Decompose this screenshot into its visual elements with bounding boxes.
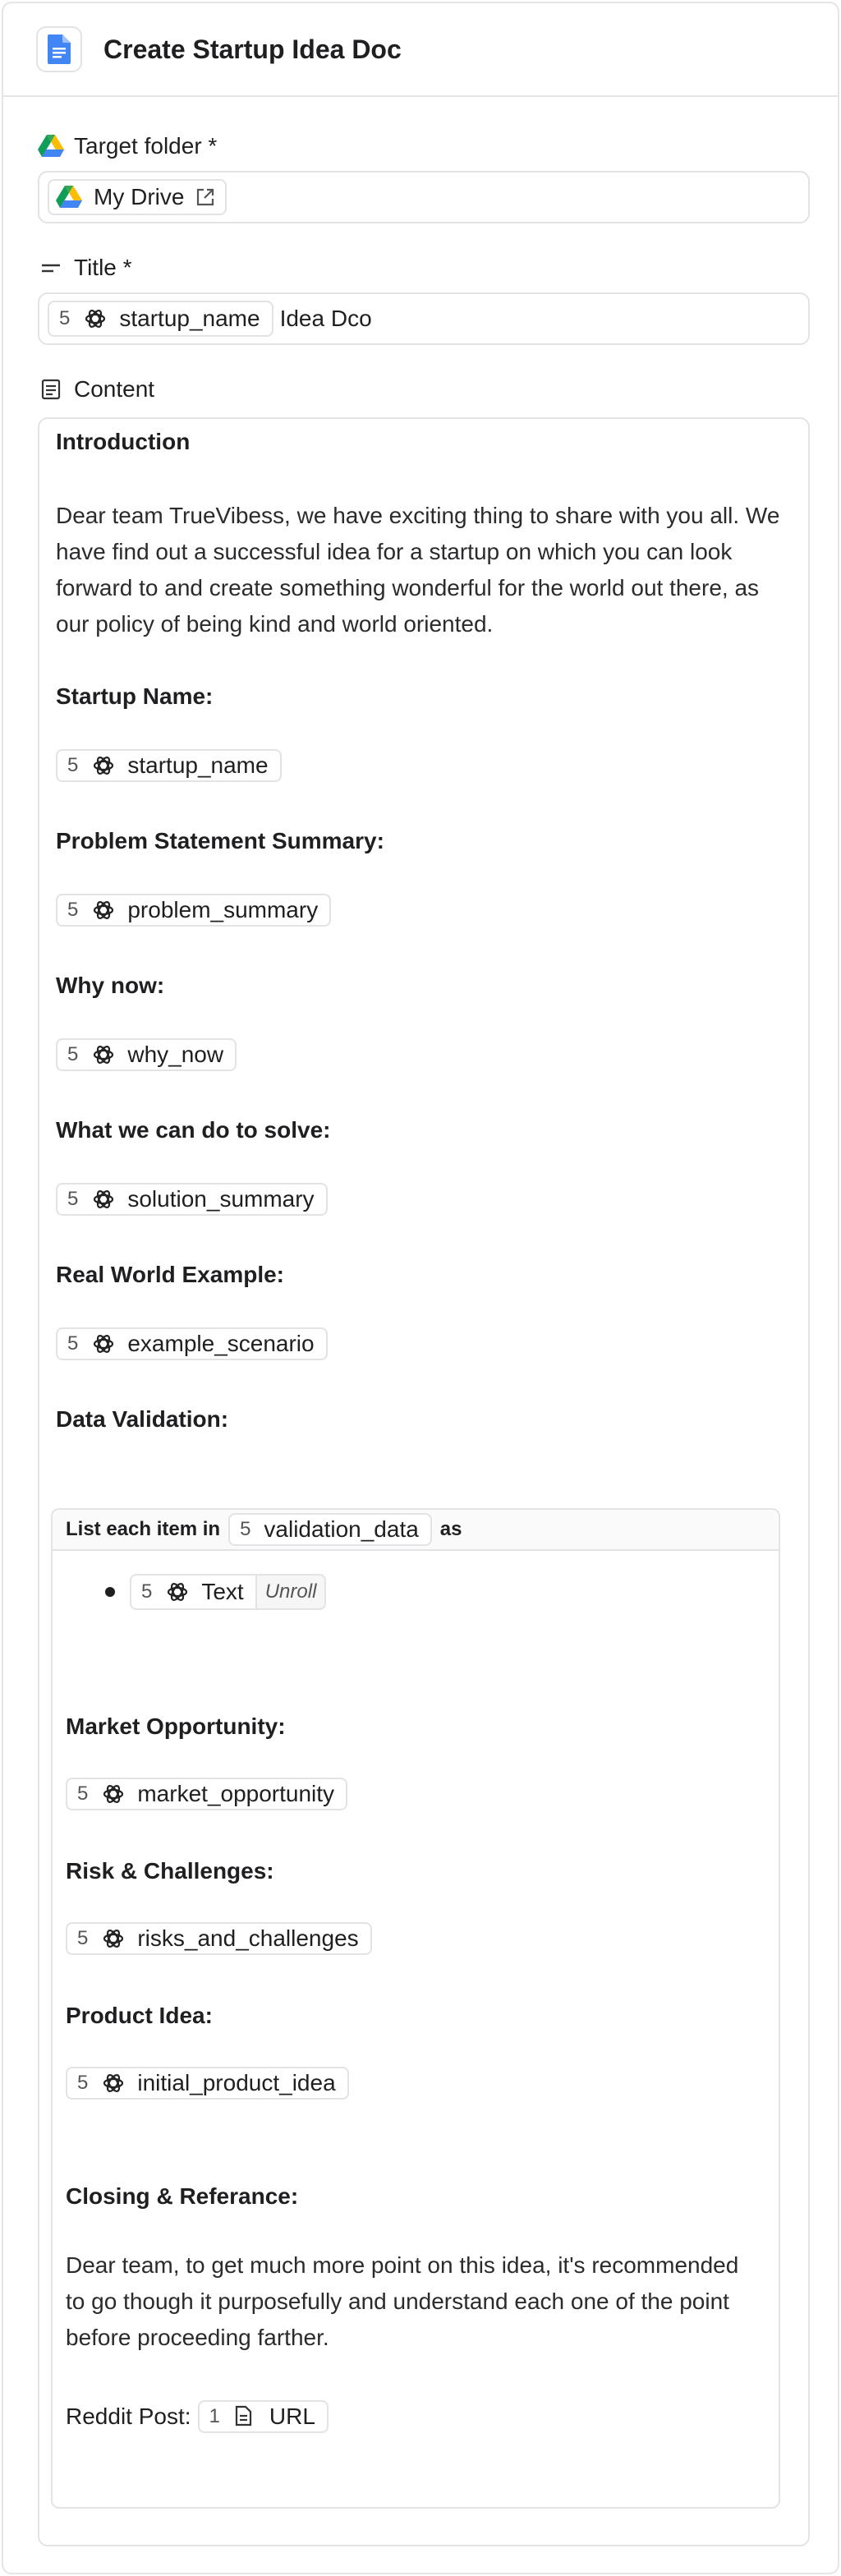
bullet xyxy=(105,1587,115,1597)
openai-icon xyxy=(91,753,116,778)
openai-icon xyxy=(91,1187,116,1212)
text-lines-icon xyxy=(38,255,64,281)
variable-chip[interactable]: 5 market_opportunity xyxy=(66,1778,347,1810)
title-label: Title * xyxy=(38,251,810,284)
variable-chip[interactable]: 5 startup_name xyxy=(48,301,273,337)
variable-chip[interactable]: 5 initial_product_idea xyxy=(66,2067,349,2100)
introduction-paragraph: Dear team TrueVibess, we have exciting thing to share with you all. We have find out a successful idea for a startup on which you can look forward to and create something wonderful for the world out there, as our policy of being kind and world oriented. xyxy=(56,503,780,637)
unroll-button[interactable]: Unroll xyxy=(257,1574,327,1610)
target-folder-section xyxy=(38,130,810,223)
example-heading: Real World Example: xyxy=(56,1262,285,1287)
external-link-icon[interactable] xyxy=(194,186,217,209)
closing-paragraph: Dear team, to get much more point on this idea, it's recommended to go though it purposefully and understand each one of the point before proceeding farther. xyxy=(66,2252,739,2350)
variable-chip[interactable]: 5 Text xyxy=(130,1574,257,1610)
problem-heading: Problem Statement Summary: xyxy=(56,828,384,853)
risk-heading: Risk & Challenges: xyxy=(66,1858,274,1884)
openai-icon xyxy=(101,2071,126,2095)
openai-icon xyxy=(101,1926,126,1951)
title-suffix-text: Idea Dco xyxy=(279,306,372,331)
reddit-post-line: Reddit Post: 1 URL xyxy=(66,2400,329,2433)
variable-chip[interactable]: 5 validation_data xyxy=(228,1513,432,1546)
variable-chip[interactable]: 5 startup_name xyxy=(56,749,282,782)
introduction-heading: Introduction xyxy=(56,429,191,454)
target-folder-field[interactable] xyxy=(38,171,810,223)
title-field[interactable] xyxy=(38,292,810,345)
google-drive-icon xyxy=(38,133,64,159)
variable-chip[interactable]: 5 why_now xyxy=(56,1038,237,1071)
list-item xyxy=(130,1574,326,1610)
loop-header: List each item in 5 validation_data as xyxy=(53,1510,779,1551)
validation-heading: Data Validation: xyxy=(56,1406,229,1432)
solve-heading: What we can do to solve: xyxy=(56,1117,331,1143)
openai-icon xyxy=(91,1332,116,1356)
openai-icon xyxy=(101,1782,126,1806)
content-editor[interactable] xyxy=(38,417,810,2546)
variable-chip[interactable]: 5 solution_summary xyxy=(56,1183,328,1216)
google-drive-icon xyxy=(56,186,82,209)
variable-chip[interactable]: 1 URL xyxy=(198,2400,329,2433)
my-drive-chip[interactable]: My Drive xyxy=(48,179,227,215)
content-label: Content xyxy=(38,373,810,406)
openai-icon xyxy=(91,1042,116,1067)
startup-name-heading: Startup Name: xyxy=(56,683,214,709)
document-icon xyxy=(233,2405,256,2428)
openai-icon xyxy=(91,898,116,922)
panel-header xyxy=(3,3,838,97)
list-loop-block xyxy=(51,1508,780,2509)
page-title: Create Startup Idea Doc xyxy=(103,34,402,64)
document-lines-icon xyxy=(38,376,64,402)
why-now-heading: Why now: xyxy=(56,973,165,998)
closing-heading: Closing & Referance: xyxy=(66,2183,299,2209)
product-heading: Product Idea: xyxy=(66,2003,213,2028)
openai-icon xyxy=(165,1580,190,1604)
openai-icon xyxy=(83,306,108,331)
variable-chip[interactable]: 5 example_scenario xyxy=(56,1327,328,1360)
variable-chip[interactable]: 5 problem_summary xyxy=(56,894,331,927)
content-section xyxy=(38,373,810,406)
market-heading: Market Opportunity: xyxy=(66,1714,286,1739)
google-docs-icon xyxy=(36,26,82,72)
form-panel xyxy=(2,2,839,2574)
target-folder-label: Target folder * xyxy=(38,130,810,163)
variable-chip[interactable]: 5 risks_and_challenges xyxy=(66,1922,372,1955)
title-section xyxy=(38,251,810,345)
